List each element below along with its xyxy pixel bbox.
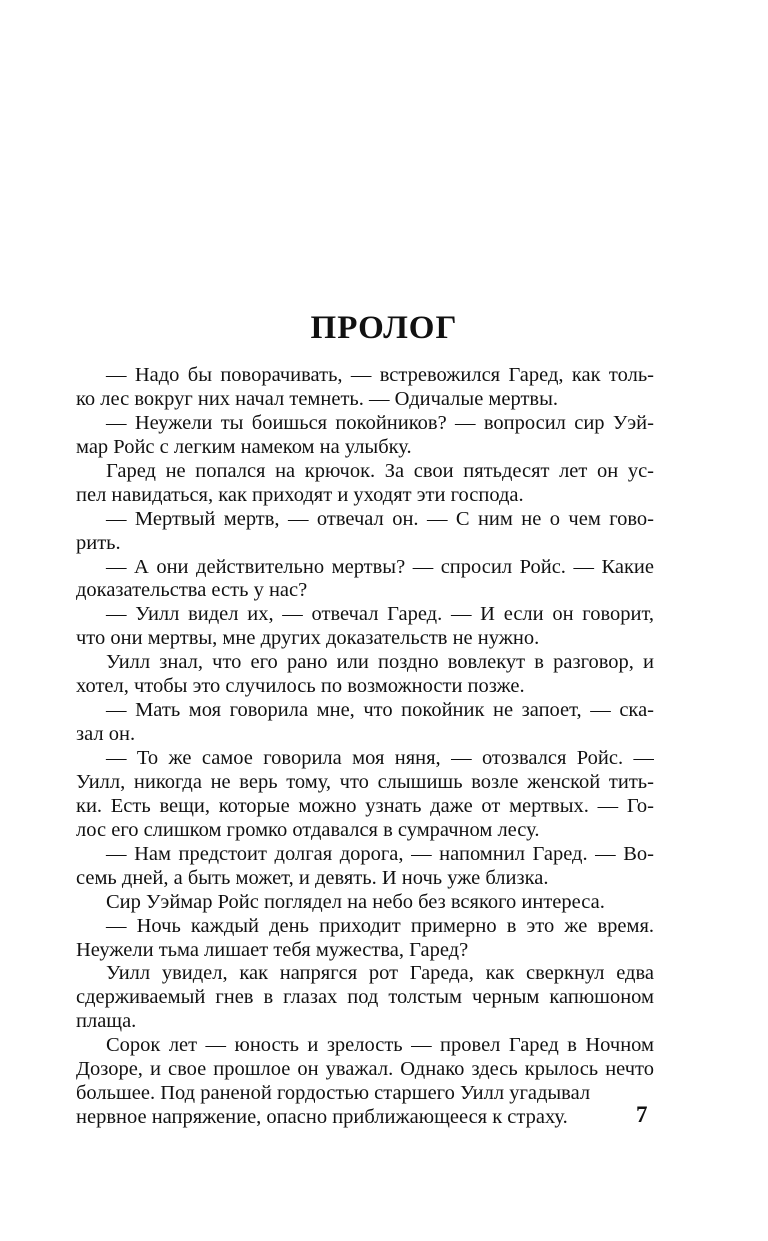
text-line: сдерживаемый гнев в глазах под толстым черным капюшоном xyxy=(76,986,654,1009)
text-line: что они мертвы, мне других доказательств не нужно. xyxy=(76,627,540,650)
text-line: хотел, чтобы это случилось по возможности позже. xyxy=(76,675,525,698)
text-line: доказательства есть у нас? xyxy=(76,579,308,602)
body-text xyxy=(76,364,654,1130)
text-line: Гаред не попался на крючок. За свои пятьдесят лет он ус- xyxy=(106,459,654,482)
text-line: большее. Под раненой гордостью старшего Уилл угадывал xyxy=(76,1082,591,1105)
text-line: ко лес вокруг них начал темнеть. — Одичалые мертвы. xyxy=(76,387,559,410)
text-line: — Нам предстоит долгая дорога, — напомнил Гаред. — Во- xyxy=(106,842,654,865)
text-line: Неужели тьма лишает тебя мужества, Гаред? xyxy=(76,938,469,961)
text-line: Сорок лет — юность и зрелость — провел Гаред в Ночном xyxy=(106,1034,654,1057)
text-line: рить. xyxy=(76,531,121,554)
text-line: мар Ройс с легким намеком на улыбку. xyxy=(76,435,412,458)
text-line: — Ночь каждый день приходит примерно в это же время. xyxy=(106,914,654,937)
text-line: Уилл увидел, как напрягся рот Гареда, как сверкнул едва xyxy=(106,962,654,985)
text-line: — Надо бы поворачивать, — встревожился Гаред, как толь- xyxy=(106,364,654,386)
page-number: 7 xyxy=(636,1102,648,1127)
text-line: Уилл знал, что его рано или поздно вовлекут в разговор, и xyxy=(106,651,654,674)
text-line: — Уилл видел их, — отвечал Гаред. — И если он говорит, xyxy=(106,603,654,626)
text-line: пел навидаться, как приходят и уходят эти господа. xyxy=(76,483,524,506)
text-line: ки. Есть вещи, которые можно узнать даже от мертвых. — Го- xyxy=(76,794,654,817)
text-line: — То же самое говорила моя няня, — отозвался Ройс. — xyxy=(106,747,654,769)
text-line: — Неужели ты боишься покойников? — вопросил сир Уэй- xyxy=(106,411,654,434)
text-line: лос его слишком громко отдавался в сумрачном лесу. xyxy=(76,818,540,841)
text-line: плаща. xyxy=(76,1010,137,1033)
text-line: — Мертвый мертв, — отвечал он. — С ним не о чем гово- xyxy=(106,507,654,530)
text-line: Уилл, никогда не верь тому, что слышишь возле женской тить- xyxy=(76,770,654,793)
text-line: — Мать моя говорила мне, что покойник не запоет, — ска- xyxy=(106,699,654,722)
text-line: зал он. xyxy=(76,723,136,746)
text-line: семь дней, а быть может, и девять. И ночь уже близка. xyxy=(76,866,549,889)
text-line: нервное напряжение, опасно приближающееся к страху. xyxy=(76,1106,568,1129)
text-line: — А они действительно мертвы? — спросил Ройс. — Какие xyxy=(106,555,654,578)
chapter-title: ПРОЛОГ xyxy=(310,310,458,346)
text-line: Дозоре, и свое прошлое он уважал. Однако здесь крылось нечто xyxy=(76,1058,654,1081)
text-line: Сир Уэймар Ройс поглядел на небо без всякого интереса. xyxy=(106,890,605,913)
